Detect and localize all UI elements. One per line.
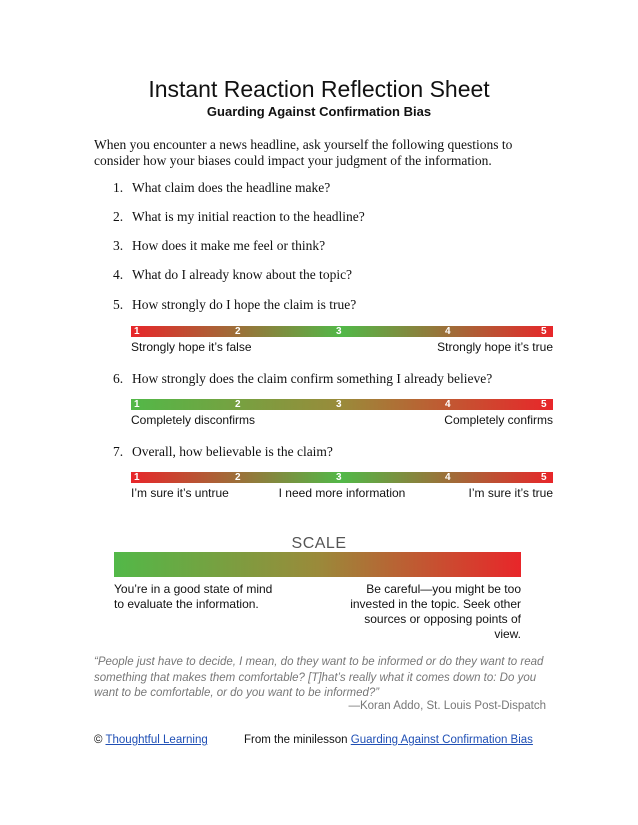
question-number: 2. — [113, 209, 124, 224]
rating-number-2: 2 — [235, 472, 241, 483]
scale-left-text: You’re in a good state of mind to evaluate the information. — [114, 582, 273, 611]
rating-bar-confirm — [131, 399, 553, 410]
quote-attribution: —Koran Addo, St. Louis Post-Dispatch — [348, 700, 546, 712]
quote-text: “People just have to decide, I mean, do they want to be informed or do they want to read something that makes them comfortable? [T]hat’s really what it comes down to: Do you want to be comfortable, or do you want to be informed?” — [94, 656, 544, 699]
rating-number-5: 5 — [541, 472, 547, 483]
scale-title: SCALE — [291, 535, 347, 552]
rating-number-4: 4 — [445, 326, 451, 337]
scale-right-text: Be careful—you might be too invested in the topic. Seek other sources or opposing points of view. — [350, 582, 521, 641]
rating-number-1: 1 — [134, 326, 140, 337]
rating-number-3: 3 — [336, 399, 342, 410]
thoughtful-learning-link[interactable]: Thoughtful Learning — [105, 734, 208, 746]
question-number: 6. — [113, 371, 124, 386]
rating-number-3: 3 — [336, 326, 342, 337]
minilesson-prefix: From the minilesson — [244, 734, 348, 746]
minilesson-link[interactable]: Guarding Against Confirmation Bias — [350, 734, 533, 746]
copyright-symbol: © — [94, 734, 103, 746]
rating-middle-label: I need more information — [278, 486, 406, 500]
question-text: Overall, how believable is the claim? — [132, 444, 333, 459]
rating-number-4: 4 — [445, 472, 451, 483]
question-text: How strongly do I hope the claim is true? — [132, 297, 357, 312]
rating-number-5: 5 — [541, 326, 547, 337]
question-number: 1. — [113, 180, 124, 195]
page-subtitle: Guarding Against Confirmation Bias — [206, 104, 432, 119]
rating-left-label: I’m sure it’s untrue — [131, 486, 229, 500]
intro-paragraph: When you encounter a news headline, ask yourself the following questions to consider how your biases could impact your judgment of the information. — [94, 137, 513, 168]
page-title: Instant Reaction Reflection Sheet — [148, 76, 490, 102]
rating-number-1: 1 — [134, 472, 140, 483]
rating-number-3: 3 — [336, 472, 342, 483]
rating-right-label: I’m sure it’s true — [468, 486, 553, 500]
rating-bar-hope — [131, 326, 553, 337]
scale-gradient-bar — [114, 552, 521, 577]
question-number: 7. — [113, 444, 124, 459]
rating-number-2: 2 — [235, 399, 241, 410]
footer-minilesson — [244, 734, 533, 746]
rating-number-2: 2 — [235, 326, 241, 337]
rating-left-label: Strongly hope it’s false — [131, 340, 252, 354]
question-text: How does it make me feel or think? — [132, 238, 326, 253]
question-text: What is my initial reaction to the headline? — [132, 209, 365, 224]
footer-copyright — [94, 734, 208, 746]
rating-number-4: 4 — [445, 399, 451, 410]
question-text: How strongly does the claim confirm something I already believe? — [132, 371, 493, 386]
rating-number-5: 5 — [541, 399, 547, 410]
question-number: 3. — [113, 238, 124, 253]
rating-bar-believable — [131, 472, 553, 483]
question-text: What do I already know about the topic? — [132, 267, 353, 282]
rating-number-1: 1 — [134, 399, 140, 410]
rating-right-label: Strongly hope it’s true — [437, 340, 553, 354]
question-text: What claim does the headline make? — [132, 180, 331, 195]
question-number: 4. — [113, 267, 124, 282]
question-number: 5. — [113, 297, 124, 312]
rating-left-label: Completely disconfirms — [131, 413, 256, 427]
rating-right-label: Completely confirms — [444, 413, 553, 427]
